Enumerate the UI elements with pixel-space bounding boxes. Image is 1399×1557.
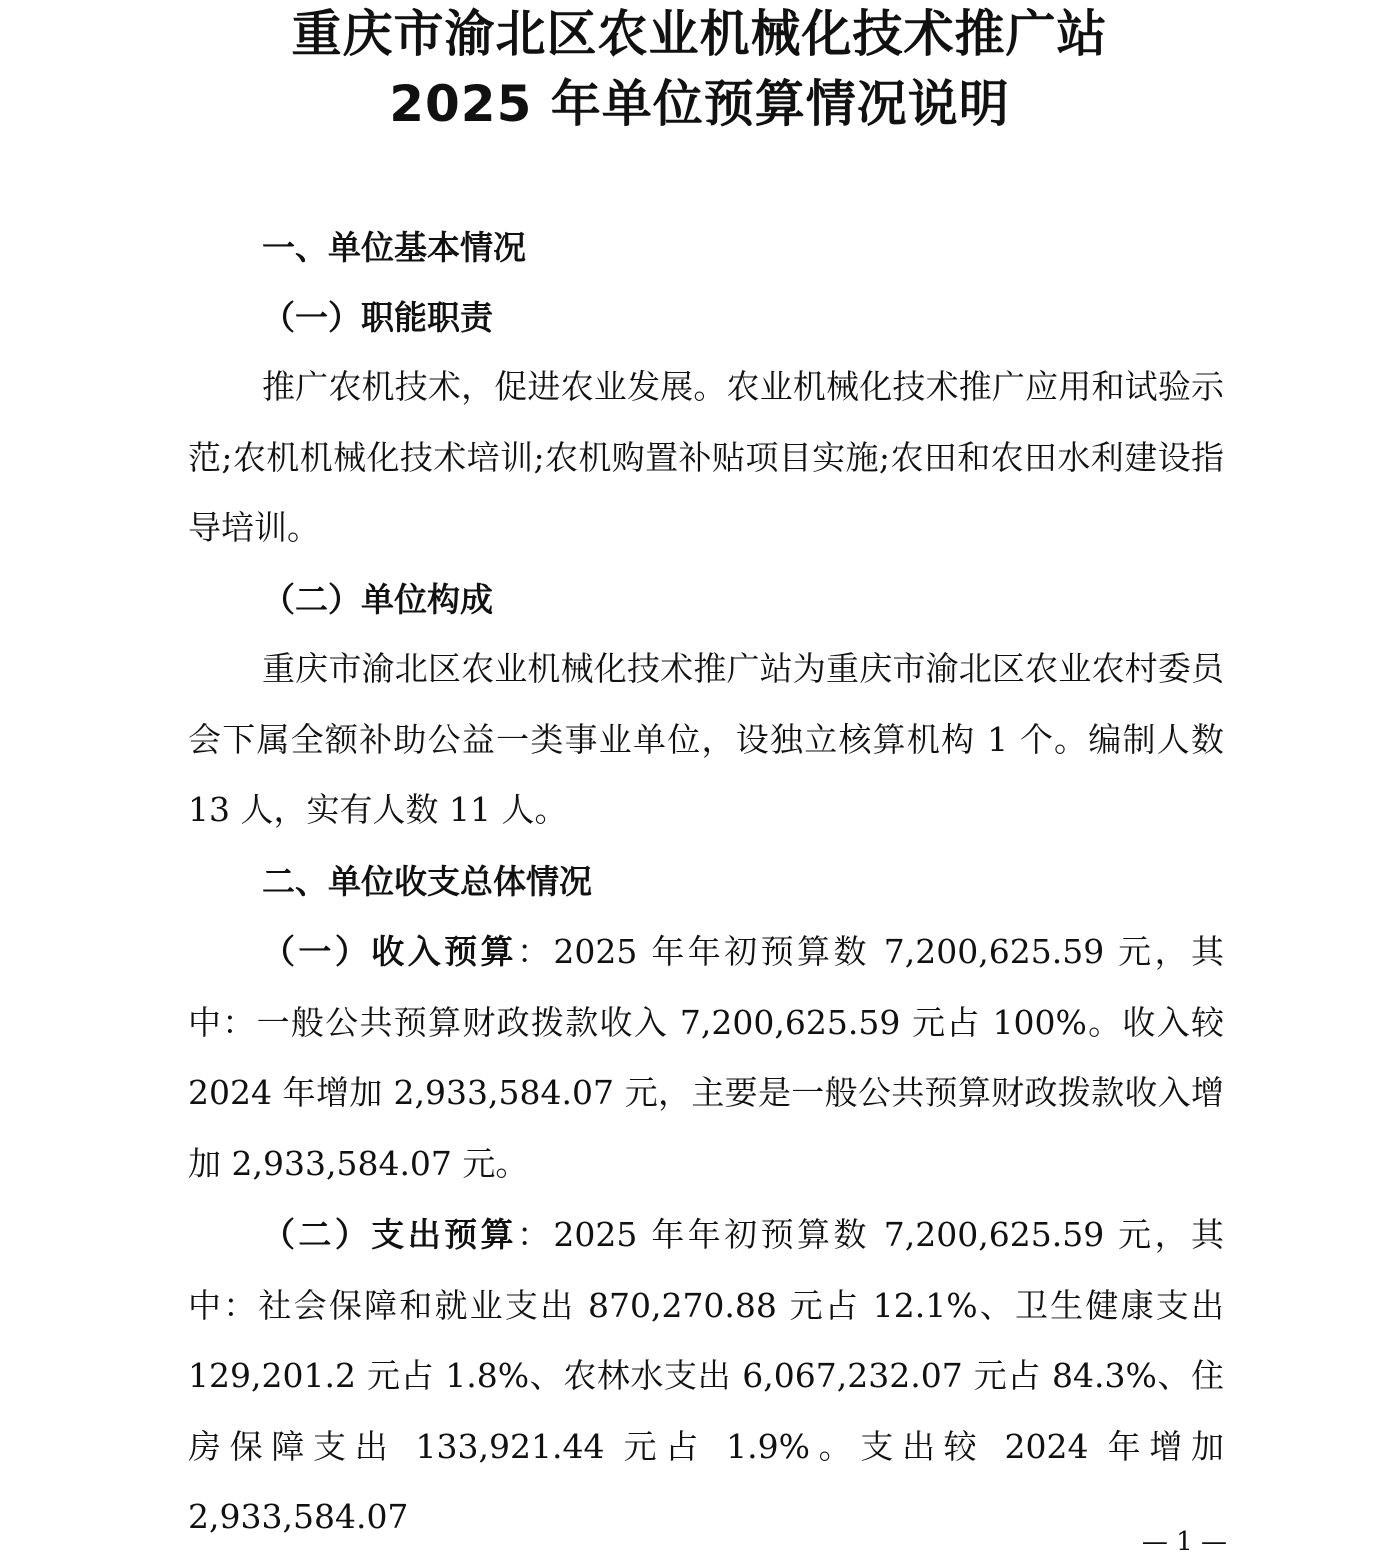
subsection-heading-composition: （二）单位构成 bbox=[262, 580, 493, 619]
expenditure-budget-text: ：2025 年年初预算数 7,200,625.59 元，其中：社会保障和就业支出 870,270.88 元占 12.1%、卫生健康支出 129,201.2 元占 1.8%、农林水支出 6,067,232.07 元占 84.3%、住房保障支出 133,921.44 元占 1.9%。支出较 2024 年增加 2,933,584.07 bbox=[188, 1215, 1225, 1536]
paragraph-composition: 重庆市渝北区农业机械化技术推广站为重庆市渝北区农业农村委员会下属全额补助公益一类事业单位，设独立核算机构 1 个。编制人数 13 人，实有人数 11 人。 bbox=[188, 649, 1224, 829]
paragraph-functions: 推广农机技术，促进农业发展。农业机械化技术推广应用和试验示范;农机机械化技术培训;农机购置补贴项目实施;农田和农田水利建设指导培训。 bbox=[188, 367, 1224, 547]
subsection-heading-functions: （一）职能职责 bbox=[262, 298, 493, 337]
document-title-line-1: 重庆市渝北区农业机械化技术推广站 bbox=[291, 5, 1108, 63]
document-title-line-2: 2025 年单位预算情况说明 bbox=[389, 75, 1010, 133]
page-number: — 1 — bbox=[1141, 1527, 1227, 1557]
paragraph-expenditure-budget bbox=[188, 1200, 1224, 1553]
paragraph-revenue-budget bbox=[188, 917, 1224, 1199]
section-heading-revenue-expenditure: 二、单位收支总体情况 bbox=[262, 862, 592, 901]
expenditure-budget-label: （二）支出预算 bbox=[262, 1215, 517, 1254]
revenue-budget-label: （一）收入预算 bbox=[262, 932, 517, 971]
section-heading-basic-info: 一、单位基本情况 bbox=[262, 228, 526, 267]
revenue-budget-text: ：2025 年年初预算数 7,200,625.59 元，其中：一般公共预算财政拨款收入 7,200,625.59 元占 100%。收入较 2024 年增加 2,933,584.07 元，主要是一般公共预算财政拨款收入增加 2,933,584.07 元。 bbox=[188, 932, 1225, 1183]
